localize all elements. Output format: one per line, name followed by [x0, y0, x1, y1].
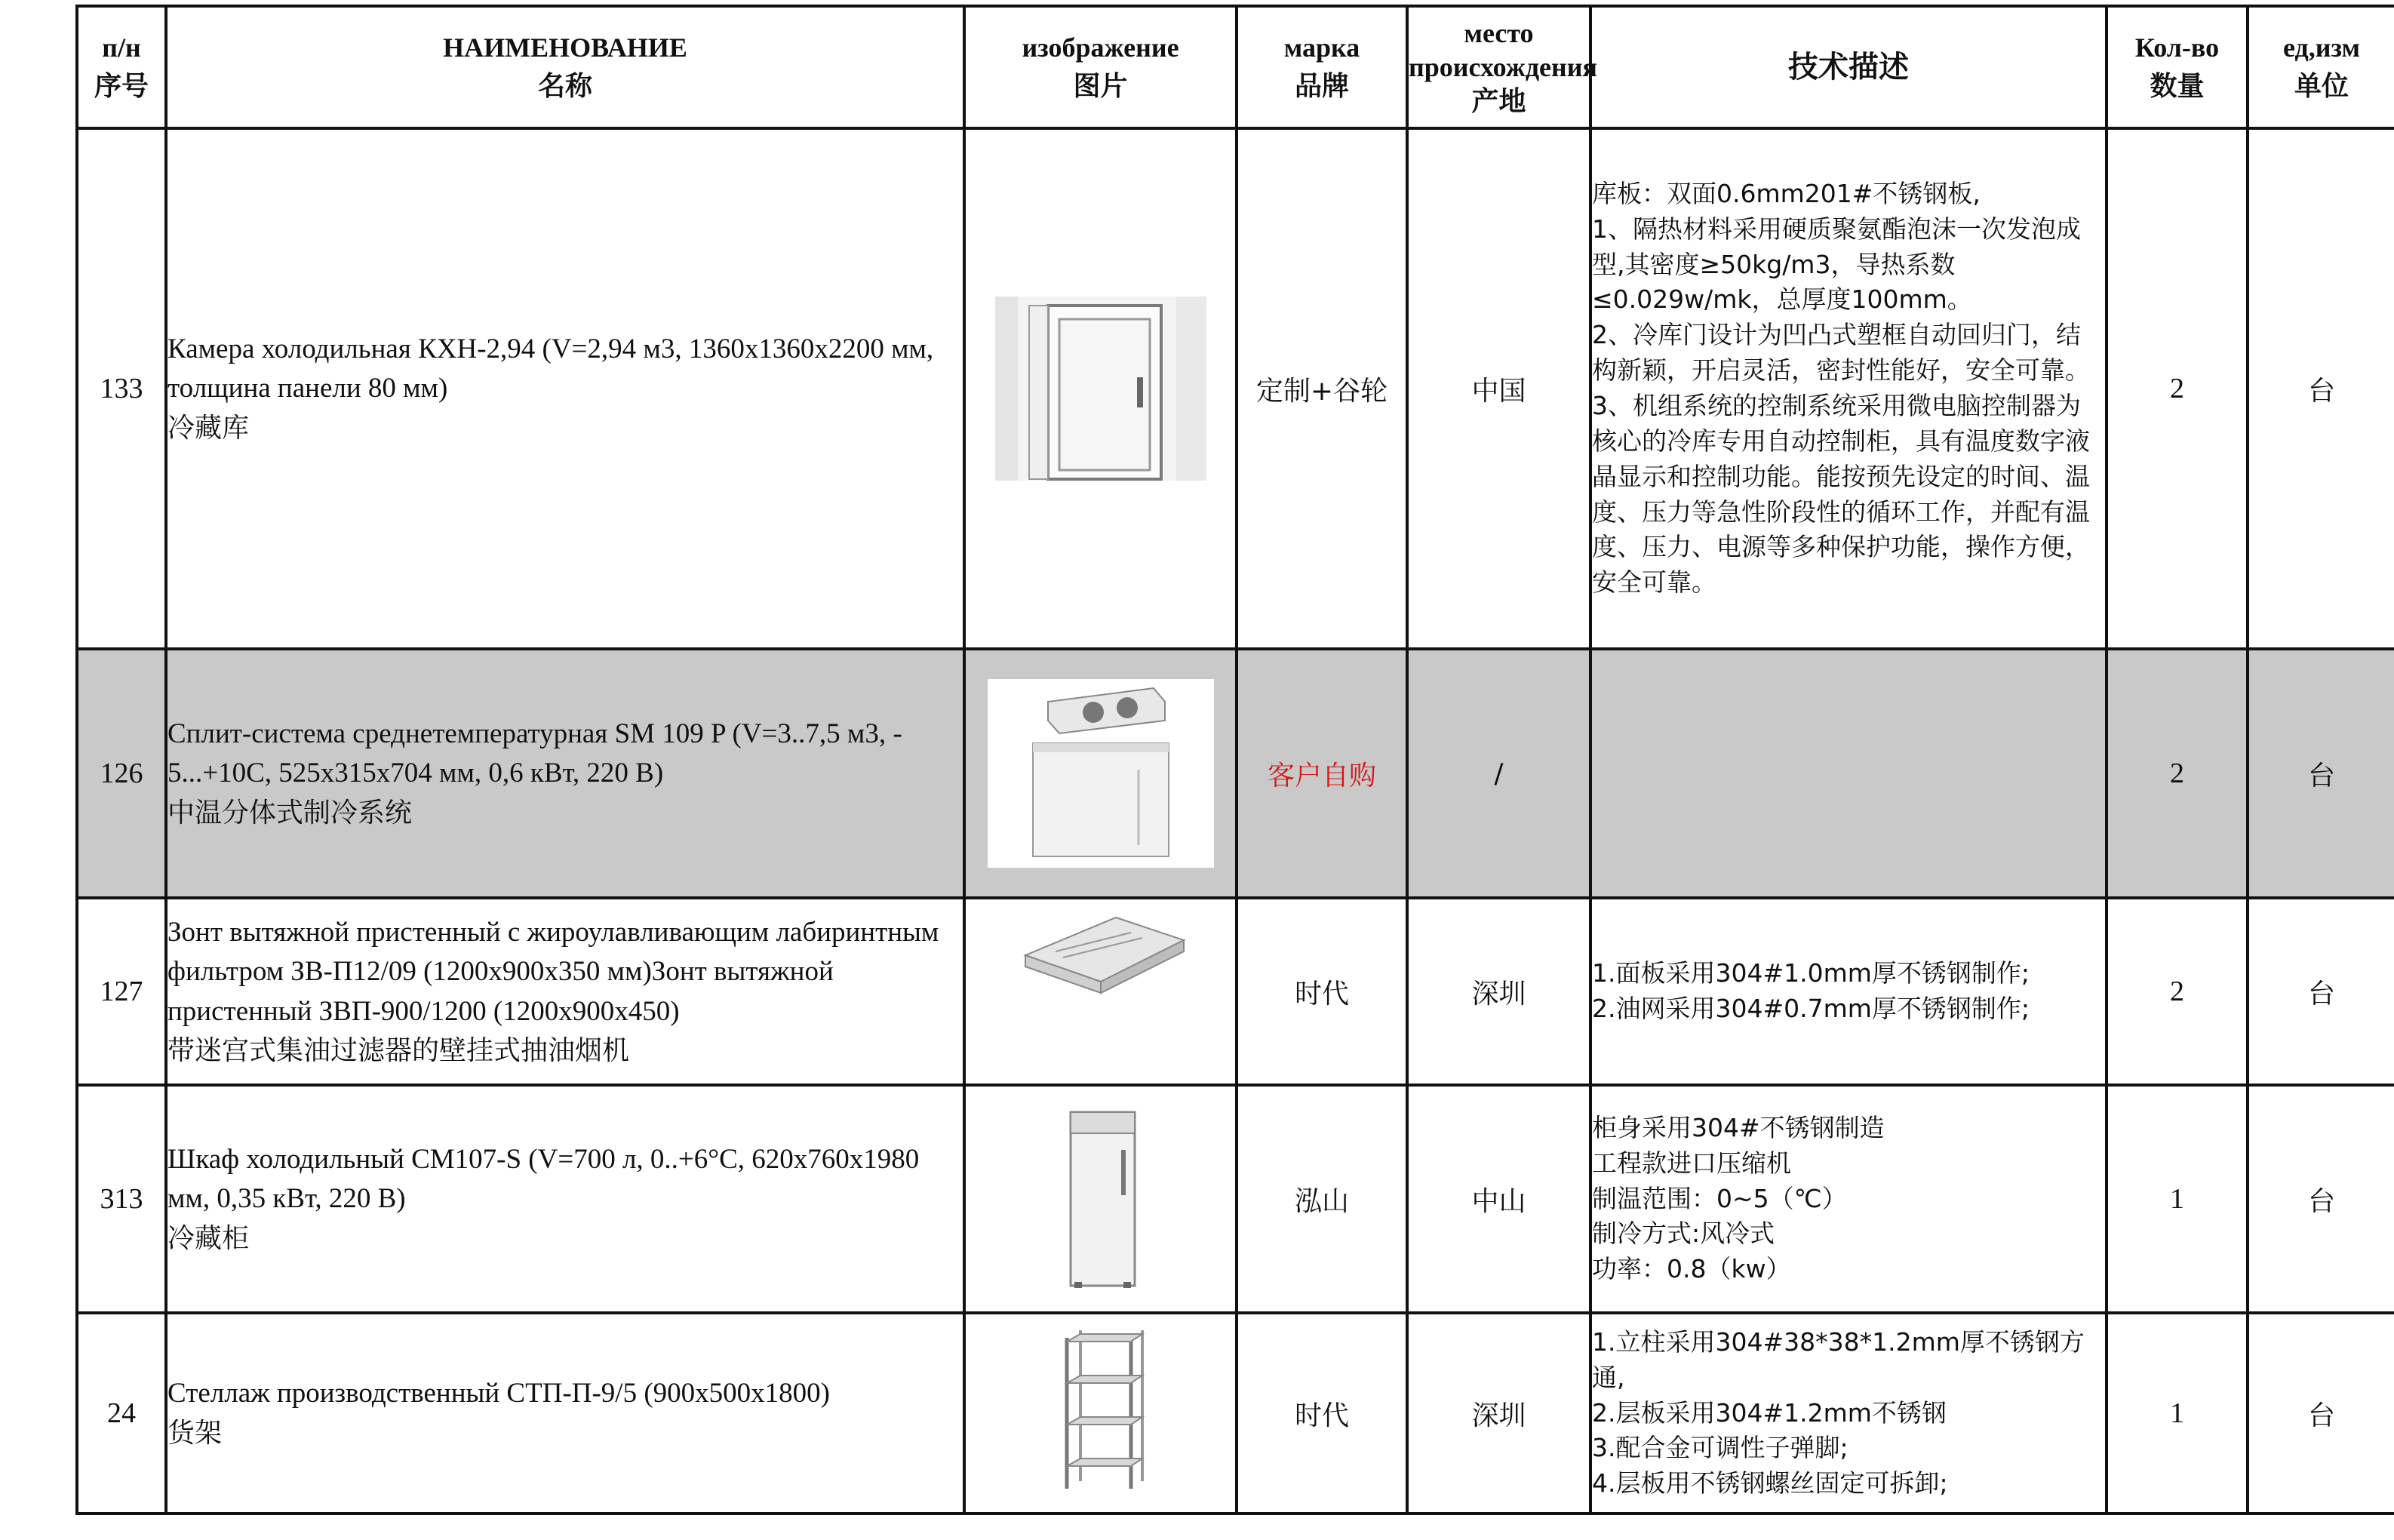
header-origin: место происхождения 产地: [1407, 6, 1590, 128]
row-origin: 中山: [1407, 1085, 1590, 1313]
row-name: Зонт вытяжной пристенный с жироулавливающим лабиринтным фильтром ЗВ-П12/09 (1200х900х350 мм)Зонт вытяжной пристенный ЗВП-900/1200 (1200х900х450) 带迷宫式集油过滤器的壁挂式抽油烟机: [166, 898, 964, 1085]
row-origin: /: [1407, 649, 1590, 898]
shelf-rack-icon: [964, 1313, 1237, 1514]
row-origin: 深圳: [1407, 1313, 1590, 1514]
row-tech: 库板：双面0.6mm201#不锈钢板, 1、隔热材料采用硬质聚氨酯泡沫一次发泡成型,其密度≥50kg/m3，导热系数≤0.029w/mk，总厚度100mm。 2、冷库门设计为凹凸式塑框自动回归门，结构新颖，开启灵活，密封性能好，安全可靠。 3、机组系统的控制系统采用微电脑控制器为核心的冷库专用自动控制柜，具有温度数字液晶显示和控制功能。能按预先设定的时间、温度、压力等急性阶段性的循环工作，并配有温度、压力、电源等多种保护功能，操作方便，安全可靠。: [1590, 128, 2107, 649]
table-row: [77, 128, 2394, 649]
exhaust-hood-icon: [964, 898, 1237, 1085]
row-brand: 时代: [1237, 898, 1407, 1085]
fridge-cabinet-icon: [964, 1085, 1237, 1313]
row-num: 24: [77, 1313, 166, 1514]
row-qty: 2: [2107, 128, 2248, 649]
header-tech: 技术描述: [1590, 6, 2107, 128]
row-unit: 台: [2248, 1085, 2394, 1313]
split-system-icon: [964, 649, 1237, 898]
header-num: п/н 序号: [77, 6, 166, 128]
row-name: Шкаф холодильный CM107-S (V=700 л, 0..+6°С, 620х760х1980 мм, 0,35 кВт, 220 В) 冷藏柜: [166, 1085, 964, 1313]
row-num: 127: [77, 898, 166, 1085]
row-num: 126: [77, 649, 166, 898]
row-tech: 1.立柱采用304#38*38*1.2mm厚不锈钢方通, 2.层板采用304#1.2mm不锈钢 3.配合金可调性子弹脚; 4.层板用不锈钢螺丝固定可拆卸;: [1590, 1313, 2107, 1514]
row-tech: [1590, 649, 2107, 898]
cold-room-icon: [964, 128, 1237, 649]
row-name: Сплит-система среднетемпературная SM 109 P (V=3..7,5 м3, - 5...+10С, 525х315х704 мм, 0,6 кВт, 220 В) 中温分体式制冷系统: [166, 649, 964, 898]
row-brand: 时代: [1237, 1313, 1407, 1514]
row-qty: 1: [2107, 1313, 2248, 1514]
row-brand: 定制+谷轮: [1237, 128, 1407, 649]
row-qty: 1: [2107, 1085, 2248, 1313]
table-row: [77, 1085, 2394, 1313]
row-qty: 2: [2107, 898, 2248, 1085]
row-num: 133: [77, 128, 166, 649]
header-qty: Кол-во 数量: [2107, 6, 2248, 128]
row-name: Камера холодильная КХН-2,94 (V=2,94 м3, 1360х1360х2200 мм, толщина панели 80 мм) 冷藏库: [166, 128, 964, 649]
row-unit: 台: [2248, 128, 2394, 649]
row-tech: 柜身采用304#不锈钢制造 工程款进口压缩机 制温范围：0~5（℃） 制冷方式:风冷式 功率：0.8（kw）: [1590, 1085, 2107, 1313]
row-unit: 台: [2248, 1313, 2394, 1514]
row-qty: 2: [2107, 649, 2248, 898]
row-unit: 台: [2248, 649, 2394, 898]
header-row: [77, 6, 2394, 128]
table-row: [77, 1313, 2394, 1514]
row-tech: 1.面板采用304#1.0mm厚不锈钢制作; 2.油网采用304#0.7mm厚不锈钢制作;: [1590, 898, 2107, 1085]
row-num: 313: [77, 1085, 166, 1313]
table-row: [77, 649, 2394, 898]
header-name: НАИМЕНОВАНИЕ 名称: [166, 6, 964, 128]
row-origin: 中国: [1407, 128, 1590, 649]
table-row: [77, 898, 2394, 1085]
row-brand: 泓山: [1237, 1085, 1407, 1313]
row-origin: 深圳: [1407, 898, 1590, 1085]
header-brand: марка 品牌: [1237, 6, 1407, 128]
header-unit: ед,изм 单位: [2248, 6, 2394, 128]
row-brand: 客户自购: [1237, 649, 1407, 898]
row-name: Стеллаж производственный СТП-П-9/5 (900х500х1800) 货架: [166, 1313, 964, 1514]
equipment-table: [75, 5, 2394, 1515]
row-unit: 台: [2248, 898, 2394, 1085]
header-image: изображение 图片: [964, 6, 1237, 128]
